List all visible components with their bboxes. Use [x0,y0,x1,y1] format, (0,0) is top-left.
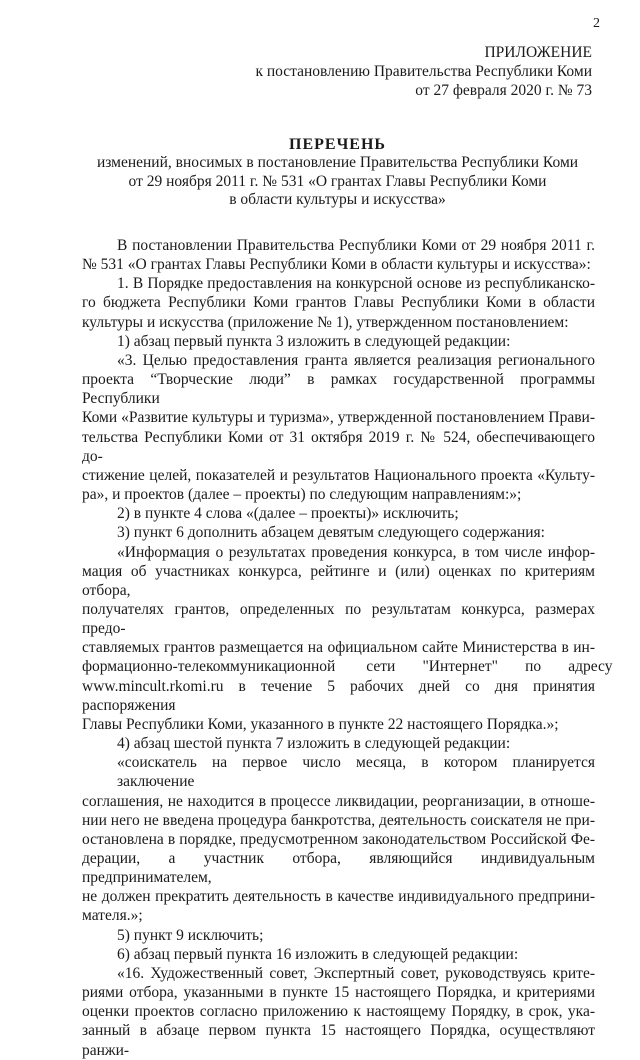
body-line: риями отбора, указанными в пункте 15 настоящего Порядка, и критериями [82,984,595,1002]
body-line: не должен прекратить деятельность в качестве индивидуального предприни- [82,888,595,906]
body-line: Главы Республики Коми, указанного в пункте 22 настоящего Порядка.»; [82,715,559,733]
body-line: В постановлении Правительства Республики Коми от 29 ноября 2011 г. [117,237,595,254]
body-line: «16. Художественный совет, Экспертный совет, руководствуясь крите- [117,964,595,982]
body-line: соглашения, не находится в процессе ликвидации, реорганизации, в отноше- [82,792,595,810]
appendix-resolution-ref: к постановлению Правительства Республики Коми [255,63,592,80]
body-line: «соискатель на первое число месяца, в котором планируется заключение [117,754,595,791]
body-line: дерации, а участник отбора, являющийся индивидуальным предпринимателем, [82,850,595,887]
subtitle-line: от 29 ноября 2011 г. № 531 «О грантах Главы Республики Коми [128,172,547,190]
body-line: получателях грантов, определенных по результатам конкурса, размерах предо- [82,600,595,638]
body-line: 3) пункт 6 дополнить абзацем девятым следующего содержания: [117,524,545,542]
body-line: мателя.»; [82,907,143,925]
body-line: ставляемых грантов размещается на официальном сайте Министерства в ин- [82,639,595,657]
body-line: 1) абзац первый пункта 3 изложить в следующей редакции: [117,332,511,350]
body-line: стижение целей, показателей и результатов Национального проекта «Культу- [82,466,595,484]
body-line: мация об участниках конкурса, рейтинге и (или) оценках по критериям отбора, [82,562,595,599]
page-number: 2 [593,16,600,31]
body-line: Коми «Развитие культуры и туризма», утвержденной постановлением Прави- [82,409,595,427]
document-subtitle [80,154,595,210]
body-line: остановлена в порядке, предусмотренном законодательством Российской Фе- [82,830,595,848]
body-line: 1. В Порядке предоставления на конкурсной основе из республиканско- [117,275,595,293]
document-body [82,236,613,1060]
body-line: 2) в пункте 4 слова «(далее – проекты)» исключить; [117,505,459,523]
body-line: тельства Республики Коми от 31 октября 2019 г. № 524, обеспечивающего до- [82,428,595,465]
body-line: формационно-телекоммуникационной сети "Интернет" по адресу [82,658,613,676]
body-line: «3. Целью предоставления гранта является реализация регионального [117,351,595,369]
body-line: оценки проектов согласно приложению к настоящему Порядку, в срок, ука- [82,1003,595,1021]
body-line: го бюджета Республики Коми грантов Главы Республики Коми в области [82,294,595,312]
body-line: «Информация о результатах проведения конкурса, в том числе инфор- [117,543,595,561]
appendix-resolution-date: от 27 февраля 2020 г. № 73 [415,82,592,99]
body-line: 4) абзац шестой пункта 7 изложить в следующей редакции: [117,735,511,753]
body-line: 5) пункт 9 исключить; [117,926,264,944]
subtitle-line: изменений, вносимых в постановление Правительства Республики Коми [96,154,579,171]
body-line: проекта “Творческие люди” в рамках государственной программы Республики [82,371,595,408]
body-line: 6) абзац первый пункта 16 изложить в следующей редакции: [117,945,519,963]
body-line: культуры и искусства (приложение № 1), утвержденном постановлением: [82,313,569,331]
body-line: № 531 «О грантах Главы Республики Коми в области культуры и искусства»: [82,256,591,274]
body-line: занный в абзаце первом пункта 15 настоящего Порядка, осуществляют ранжи- [82,1022,595,1059]
body-line: www.mincult.rkomi.ru в течение 5 рабочих дней со дня принятия распоряжения [82,677,595,714]
document-title: ПЕРЕЧЕНЬ [289,136,386,153]
appendix-label: ПРИЛОЖЕНИЕ [484,44,592,61]
subtitle-line: в области культуры и искусства» [229,191,446,208]
body-line: нии него не введена процедура банкротства, деятельность соискателя не при- [82,811,595,829]
body-line: ра», и проектов (далее – проекты) по следующим направлениям:»; [82,486,522,504]
